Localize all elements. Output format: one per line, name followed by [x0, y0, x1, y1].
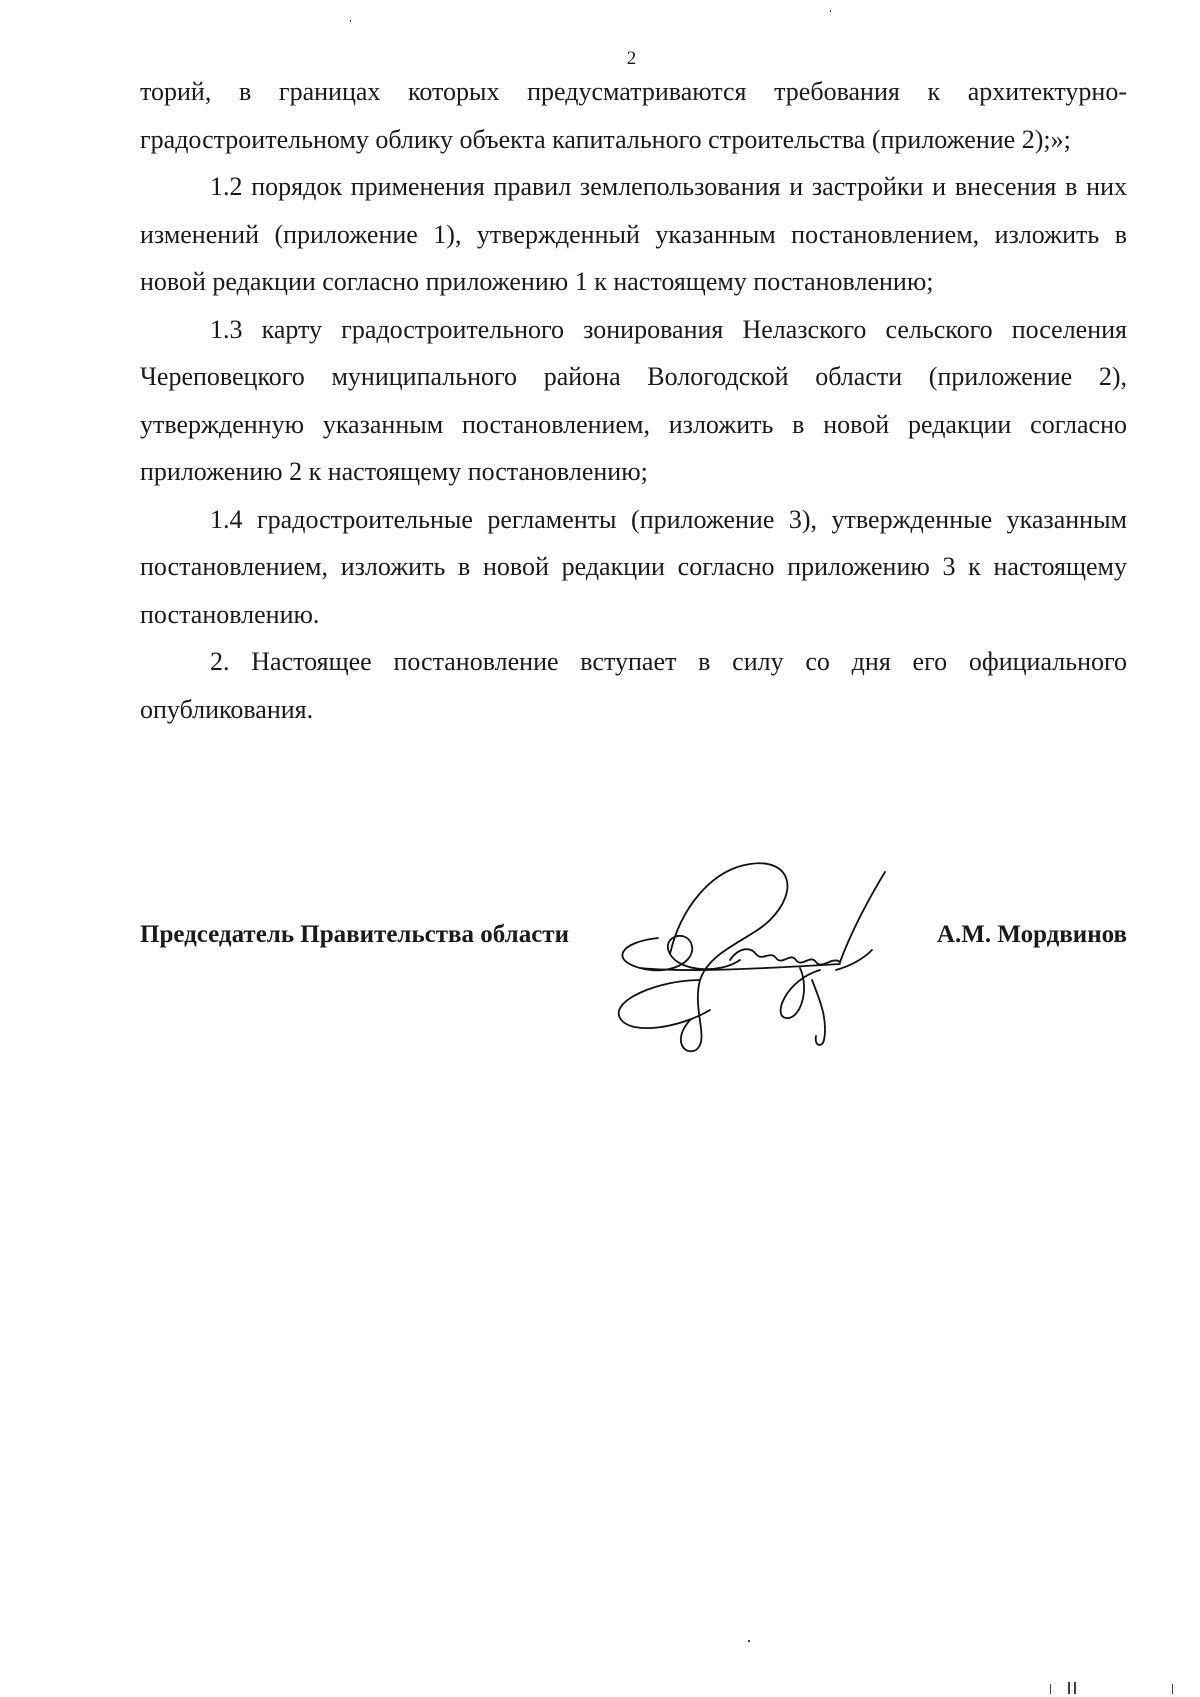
scan-artifact [1172, 1684, 1173, 1694]
scan-artifact [830, 10, 831, 12]
paragraph-item-1-4: 1.4 градостроительные регламенты (приложение 3), утвержденные указанным постановлением, изложить в новой редакции согласно приложению 3 к настоящему постановлению. [140, 504, 1127, 629]
page-number: 2 [626, 48, 637, 69]
paragraph-item-1-3: 1.3 карту градостроительного зонирования Нелазского сельского поселения Череповецкого муниципального района Вологодской области (приложение 2), утвержденную указанным постановлением, изложить в новой редакции согласно приложению 2 к настоящему постановлению; [140, 314, 1127, 486]
scan-artifact [1068, 1682, 1070, 1694]
paragraph-item-1-2: 1.2 порядок применения правил землепользования и застройки и внесения в них изменений (приложение 1), утвержденный указанным постановлением, изложить в новой редакции согласно приложению 1 к настоящему постановлению; [140, 172, 1127, 296]
handwritten-signature [600, 850, 960, 1060]
scan-artifact [1074, 1682, 1076, 1694]
scan-artifact [350, 20, 351, 22]
document-body [140, 68, 1127, 733]
scan-artifact [1050, 1684, 1051, 1694]
signatory-title: Председатель Правительства области [140, 921, 569, 948]
paragraph-continuation: торий, в границах которых предусматриваются требования к архитектурно-градостроительному облику объекта капитального строительства (приложение 2);»; [140, 77, 1127, 154]
paragraph-item-2: 2. Настоящее постановление вступает в силу со дня его официального опубликования. [140, 647, 1127, 724]
scan-artifact [748, 1640, 750, 1642]
signatory-name: А.М. Мордвинов [936, 921, 1127, 948]
